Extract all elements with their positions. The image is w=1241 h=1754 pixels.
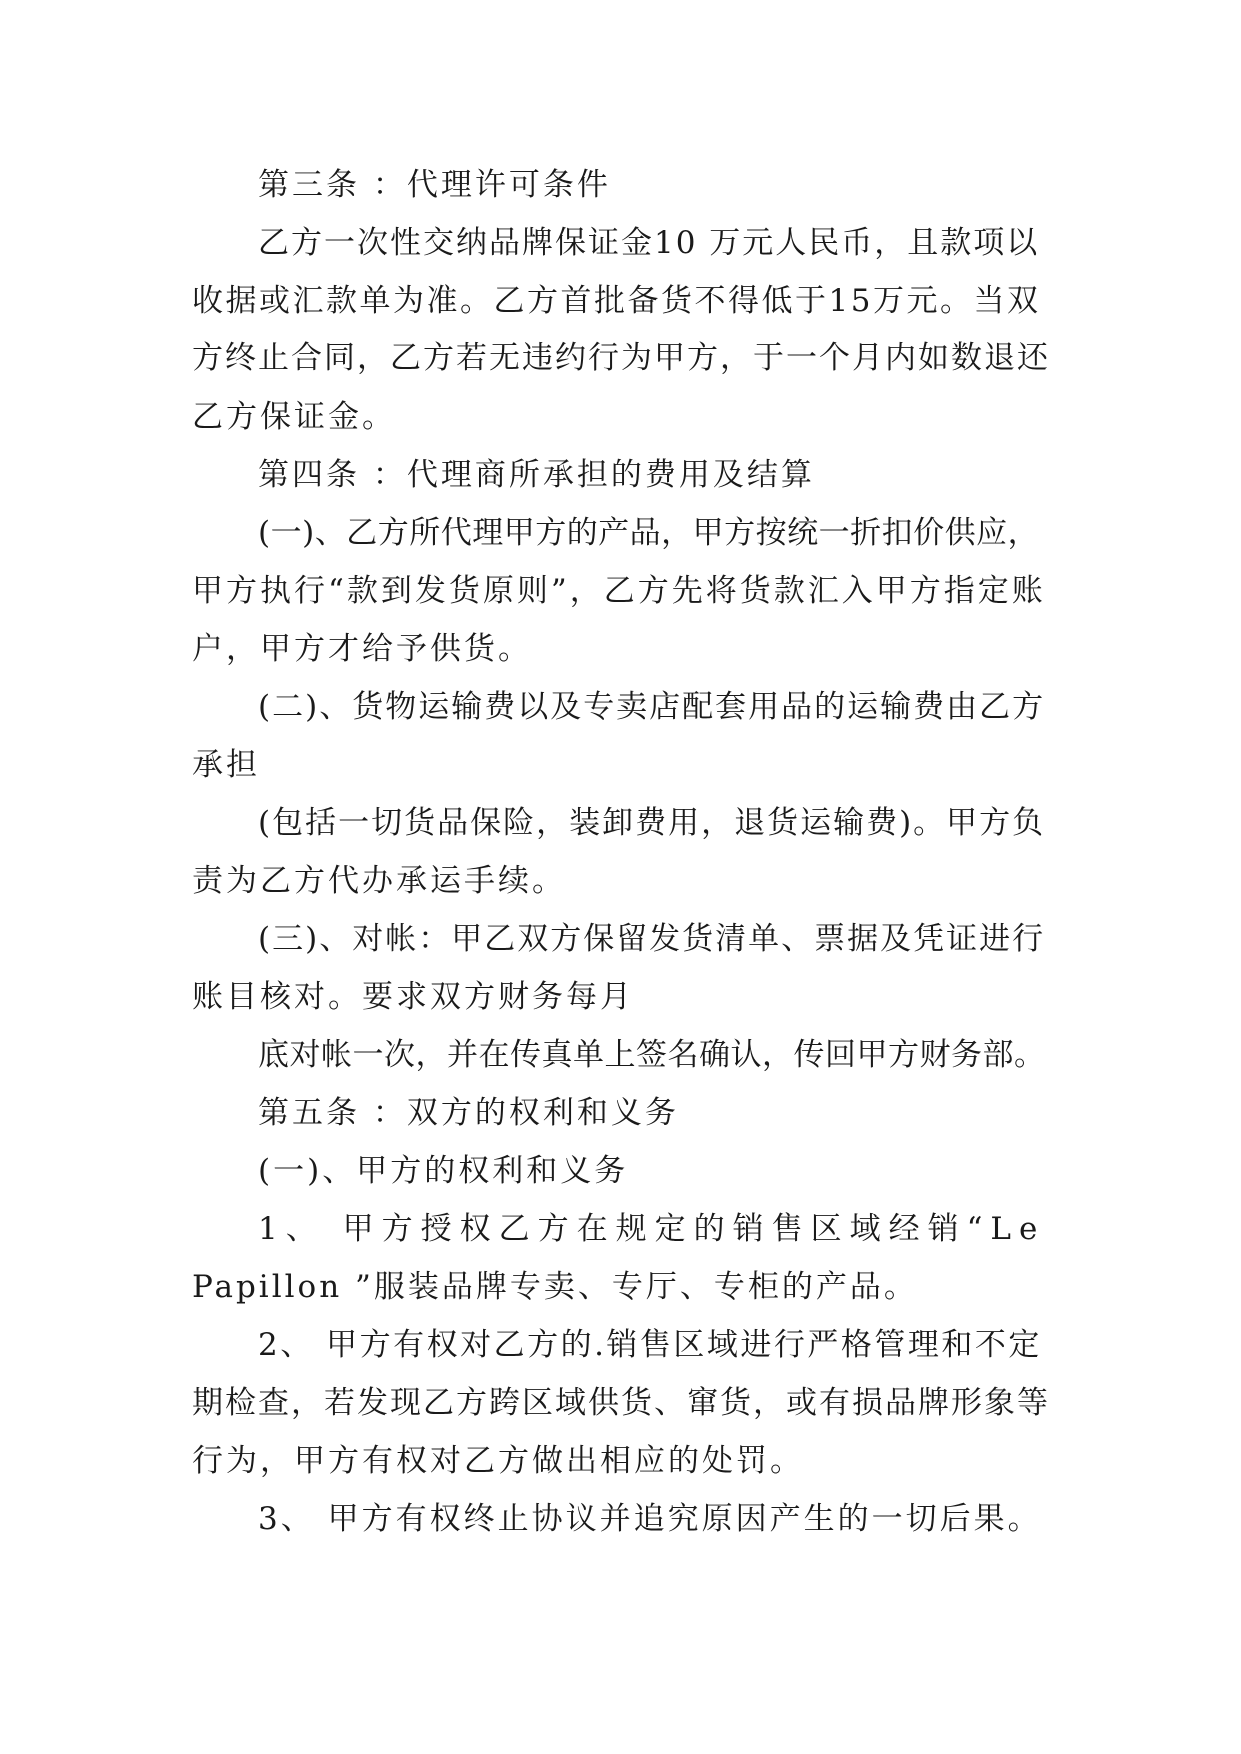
paragraph-line: 方终止合同，乙方若无违约行为甲方，于一个月内如数退还 [192, 340, 1050, 376]
paragraph-line: 承担 [192, 747, 260, 783]
paragraph-line: 1、 甲方授权乙方在规定的销售区域经销“Le [258, 1211, 1046, 1247]
paragraph-line: (一)、乙方所代理甲方的产品，甲方按统一折扣价供应， [258, 515, 1040, 551]
paragraph-line: (三)、对帐：甲乙双方保留发货清单、票据及凭证进行 [258, 921, 1046, 957]
paragraph-line: Papillon ”服装品牌专卖、专厅、专柜的产品。 [192, 1269, 918, 1305]
section-heading: (一)、甲方的权利和义务 [258, 1153, 629, 1189]
paragraph-line: (二)、货物运输费以及专卖店配套用品的运输费由乙方 [258, 689, 1046, 725]
paragraph-line: 期检查，若发现乙方跨区域供货、窜货，或有损品牌形象等 [192, 1385, 1050, 1421]
paragraph-line: (包括一切货品保险，装卸费用，退货运输费)。甲方负 [258, 805, 1046, 841]
paragraph-line: 2、 甲方有权对乙方的.销售区域进行严格管理和不定 [258, 1327, 1042, 1363]
paragraph-line: 行为，甲方有权对乙方做出相应的处罚。 [192, 1443, 804, 1479]
paragraph-line: 3、 甲方有权终止协议并追究原因产生的一切后果。 [258, 1501, 1042, 1537]
paragraph-line: 甲方执行“款到发货原则”，乙方先将货款汇入甲方指定账 [192, 573, 1046, 609]
paragraph-line: 责为乙方代办承运手续。 [192, 863, 566, 899]
paragraph-line: 收据或汇款单为准。乙方首批备货不得低于15万元。当双 [192, 283, 1041, 319]
paragraph-line: 账目核对。要求双方财务每月 [192, 979, 634, 1015]
paragraph-line: 底对帐一次，并在传真单上签名确认，传回甲方财务部。 [258, 1037, 1046, 1073]
paragraph-line: 户，甲方才给予供货。 [192, 631, 532, 667]
article-5-heading: 第五条 ：双方的权利和义务 [258, 1095, 679, 1131]
article-4-heading: 第四条 ：代理商所承担的费用及结算 [258, 457, 815, 493]
paragraph-line: 乙方保证金。 [192, 399, 396, 435]
paragraph-line: 乙方一次性交纳品牌保证金10 万元人民币，且款项以 [258, 225, 1040, 261]
article-3-heading: 第三条 ：代理许可条件 [258, 167, 611, 203]
